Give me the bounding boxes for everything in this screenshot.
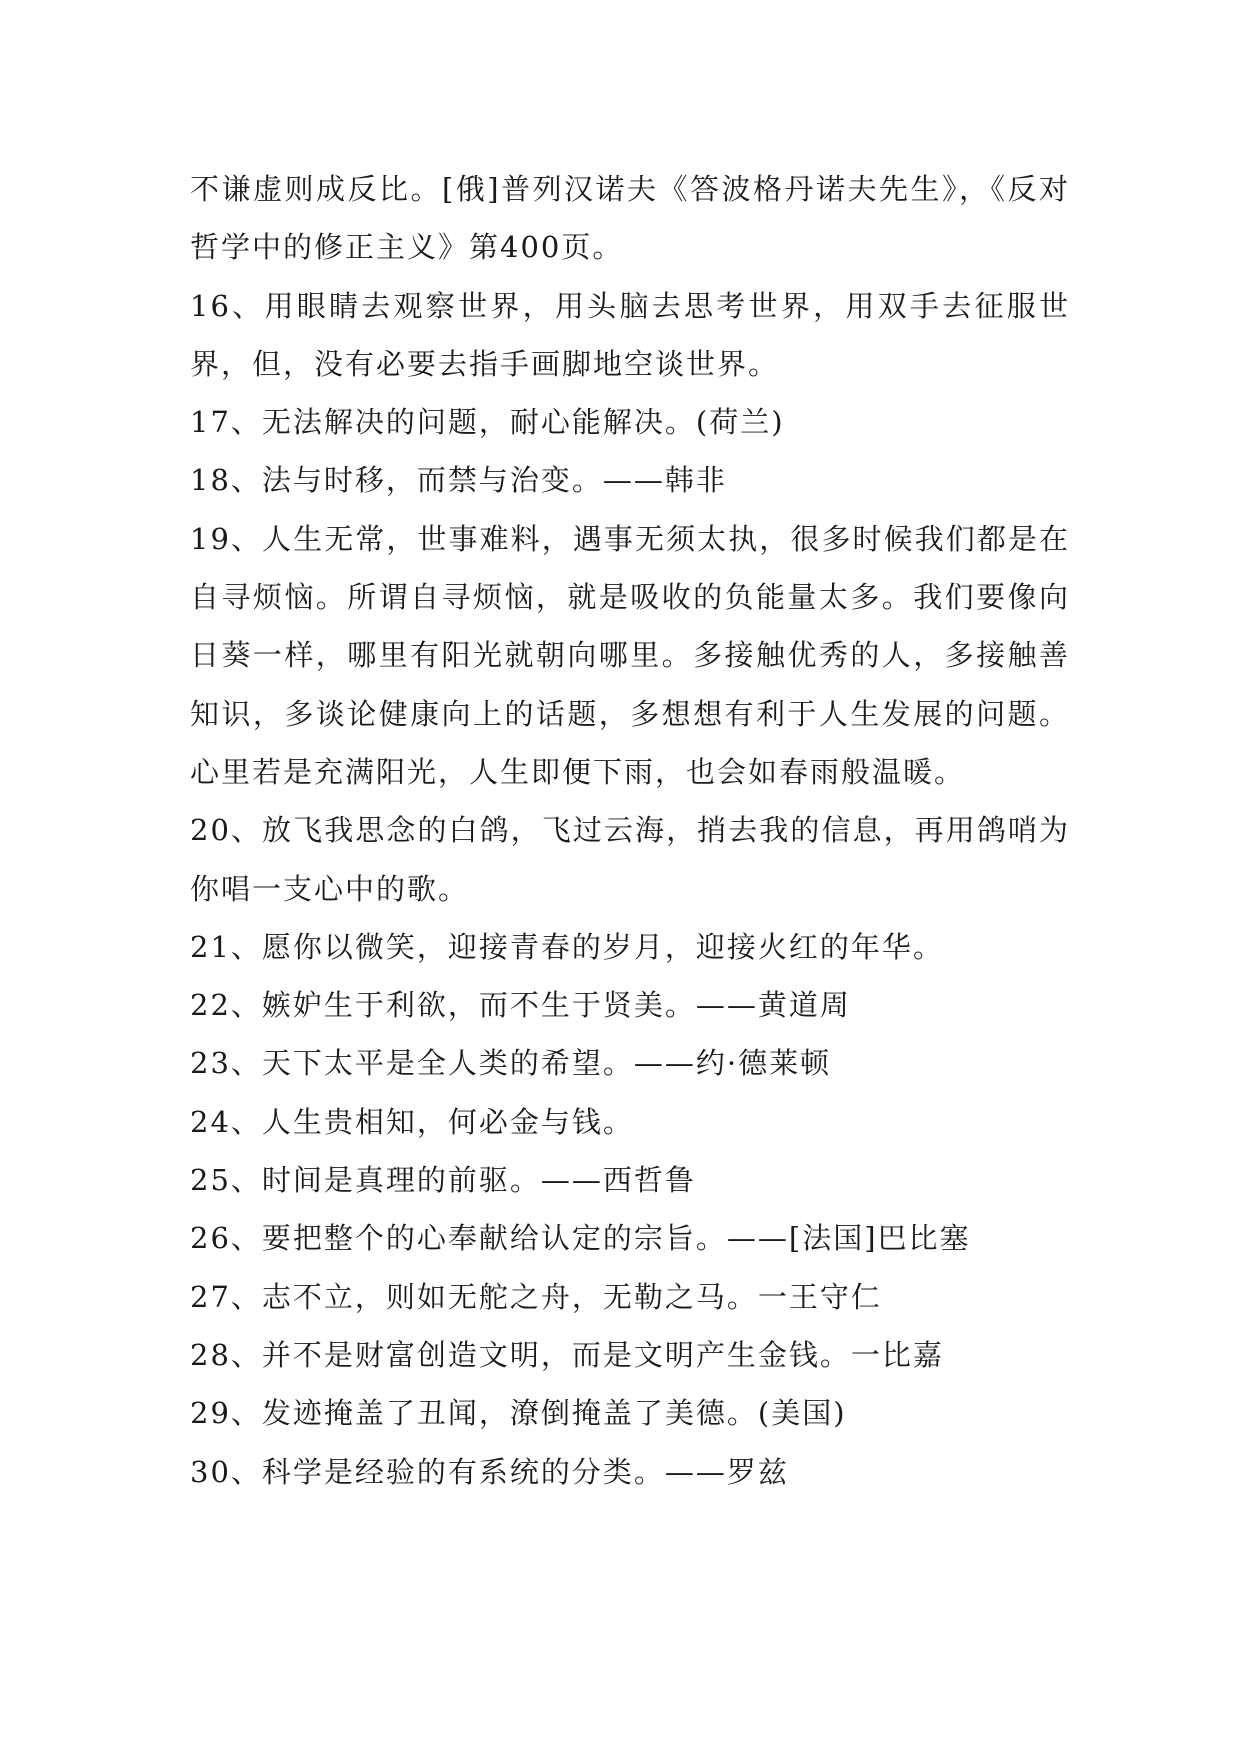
quote-26: 26、要把整个的心奉献给认定的宗旨。——[法国]巴比塞 — [190, 1221, 971, 1256]
quote-17: 17、无法解决的问题，耐心能解决。(荷兰) — [190, 405, 785, 440]
quote-21: 21、愿你以微笑，迎接青春的岁月，迎接火红的年华。 — [190, 929, 944, 964]
quote-30: 30、科学是经验的有系统的分类。——罗兹 — [190, 1454, 789, 1489]
quote-16: 16、用眼睛去观察世界，用头脑去思考世界，用双手去征服世界，但，没有必要去指手画脚地空谈世界。 — [190, 288, 1070, 381]
quote-list — [190, 160, 1070, 1501]
quote-28: 28、并不是财富创造文明，而是文明产生金钱。一比嘉 — [190, 1337, 944, 1372]
quote-22: 22、嫉妒生于利欲，而不生于贤美。——黄道周 — [190, 988, 851, 1023]
quote-18: 18、法与时移，而禁与治变。——韩非 — [190, 463, 727, 498]
quote-29: 29、发迹掩盖了丑闻，潦倒掩盖了美德。(美国) — [190, 1396, 847, 1431]
quote-paragraph-continued: 不谦虚则成反比。[俄]普列汉诺夫《答波格丹诺夫先生》，《反对哲学中的修正主义》第400页。 — [190, 172, 1070, 265]
quote-19: 19、人生无常，世事难料，遇事无须太执，很多时候我们都是在自寻烦恼。所谓自寻烦恼，就是吸收的负能量太多。我们要像向日葵一样，哪里有阳光就朝向哪里。多接触优秀的人，多接触善知识，多谈论健康向上的话题，多想想有利于人生发展的问题。心里若是充满阳光，人生即便下雨，也会如春雨般温暖。 — [190, 521, 1070, 789]
quote-23: 23、天下太平是全人类的希望。——约·德莱顿 — [190, 1046, 832, 1081]
quote-27: 27、志不立，则如无舵之舟，无勒之马。一王守仁 — [190, 1279, 882, 1314]
quote-24: 24、人生贵相知，何必金与钱。 — [190, 1104, 634, 1139]
quote-20: 20、放飞我思念的白鸽，飞过云海，捎去我的信息，再用鸽哨为你唱一支心中的歌。 — [190, 813, 1070, 906]
quote-25: 25、时间是真理的前驱。——西哲鲁 — [190, 1163, 696, 1198]
